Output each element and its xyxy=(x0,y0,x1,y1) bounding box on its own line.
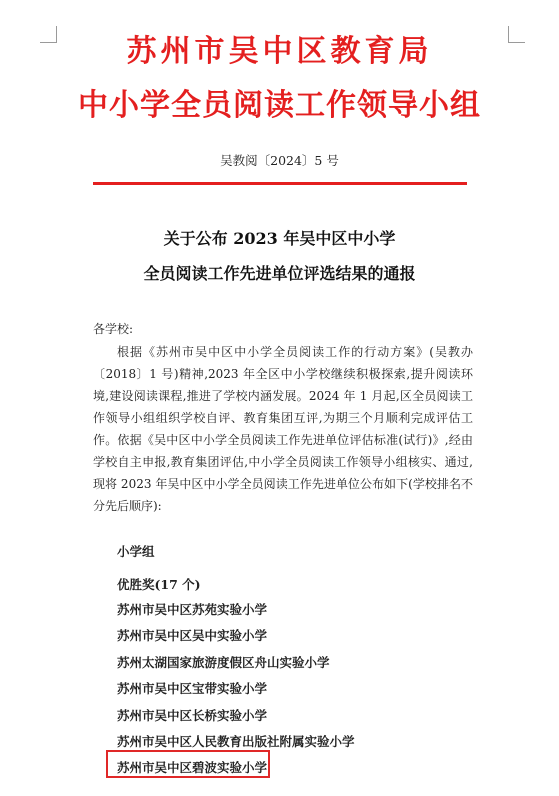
red-divider-line xyxy=(93,182,467,185)
body-paragraph: 根据《苏州市吴中区中小学全员阅读工作的行动方案》(吴教办〔2018〕1 号)精神,2023 年全区中小学校继续积极探索,提升阅读环境,建设阅读课程,推进了学校内涵发展。2024 年 1 月起,区全员阅读工作领导小组组织学校自评、教育集团互评,为期三个月顺利完成评估工作。依据《吴中区中小学全员阅读工作先进单位评估标准(试行)》,经由学校自主申报,教育集团评估,中小学全员阅读工作领导小组核实、通过,现将 2023 年吴中区中小学全员阅读工作先进单位公布如下(学校排名不分先后顺序): xyxy=(93,345,473,513)
award-heading: 优胜奖(17 个) xyxy=(117,577,201,592)
school-list-item: 苏州市吴中区苏苑实验小学 xyxy=(117,602,268,617)
document-number: 吴教阅〔2024〕5 号 xyxy=(220,153,339,168)
school-list-item: 苏州市吴中区宝带实验小学 xyxy=(117,681,268,697)
issuer-header-line2: 中小学全员阅读工作领导小组 xyxy=(78,88,481,123)
salutation: 各学校: xyxy=(93,322,134,336)
highlight-box xyxy=(106,750,270,778)
group-heading: 小学组 xyxy=(117,544,155,559)
document-title-line2: 全员阅读工作先进单位评选结果的通报 xyxy=(143,264,416,283)
school-list-item: 苏州市吴中区人民教育出版社附属实验小学 xyxy=(117,733,355,749)
school-list-item: 苏州市吴中区吴中实验小学 xyxy=(117,628,268,644)
document-title-line1: 关于公布 2023 年吴中区中小学 xyxy=(163,229,396,248)
school-list-item: 苏州太湖国家旅游度假区舟山实验小学 xyxy=(117,654,330,670)
school-list-item-highlighted: 苏州市吴中区碧波实验小学 xyxy=(117,760,268,776)
issuer-header-line1: 苏州市吴中区教育局 xyxy=(126,34,433,69)
school-list-item: 苏州市吴中区长桥实验小学 xyxy=(117,707,268,723)
